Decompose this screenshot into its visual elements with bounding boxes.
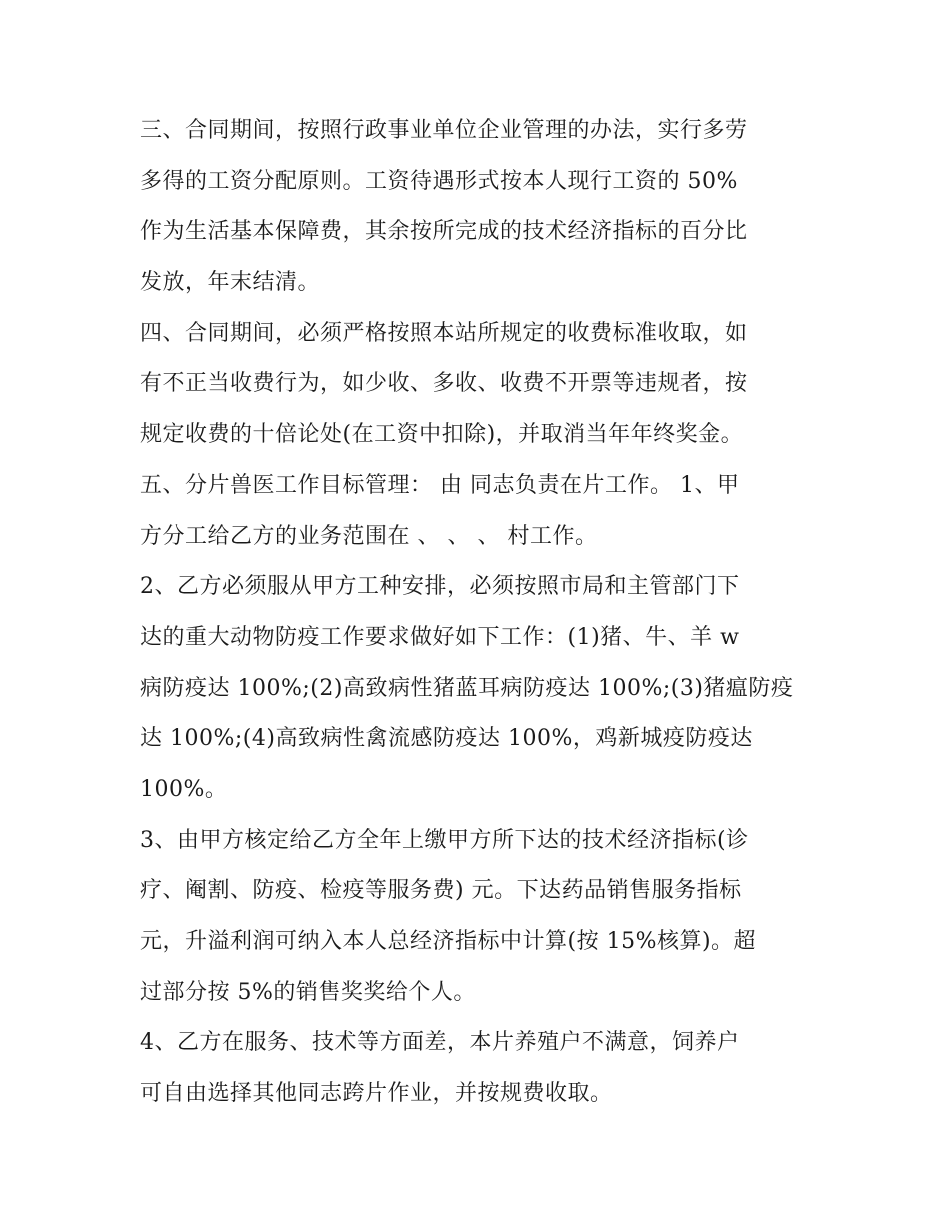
text-line: 4、乙方在服务、技术等方面差，本片养殖户不满意，饲养户 — [140, 1030, 740, 1056]
text-line: 作为生活基本保障费，其余按所完成的技术经济指标的百分比 — [140, 219, 748, 245]
text-line: 三、合同期间，按照行政事业单位企业管理的办法，实行多劳 — [140, 118, 748, 143]
paragraph-item-4-service — [140, 1018, 820, 1119]
text-line: 过部分按 5%的销售奖奖给个人。 — [140, 979, 476, 1005]
paragraph-4-fees — [140, 309, 820, 461]
text-line: 有不正当收费行为，如少收、多收、收费不开票等违规者，按 — [140, 371, 748, 397]
text-line: 元，升溢利润可纳入本人总经济指标中计算(按 15%核算)。超 — [140, 929, 757, 954]
text-line: 规定收费的十倍论处(在工资中扣除)，并取消当年年终奖金。 — [140, 422, 744, 448]
text-line: 3、由甲方核定给乙方全年上缴甲方所下达的技术经济指标(诊 — [140, 827, 749, 853]
text-line: 多得的工资分配原则。工资待遇形式按本人现行工资的 50% — [140, 168, 738, 194]
document-body — [140, 106, 820, 1120]
text-line: 疗、阉割、防疫、检疫等服务费) 元。下达药品销售服务指标 — [140, 878, 742, 904]
text-line: 100%。 — [140, 776, 228, 802]
text-line: 病防疫达 100%;(2)高致病性猪蓝耳病防疫达 100%;(3)猪瘟防疫 — [140, 675, 794, 701]
text-line: 方分工给乙方的业务范围在 、 、 、 村工作。 — [140, 523, 598, 549]
text-line: 达的重大动物防疫工作要求做好如下工作：(1)猪、牛、羊 w — [140, 624, 740, 650]
paragraph-3-salary — [140, 106, 820, 309]
text-line: 2、乙方必须服从甲方工种安排，必须按照市局和主管部门下 — [140, 574, 740, 600]
paragraph-item-2-epidemic — [140, 562, 820, 815]
text-line: 达 100%;(4)高致病性禽流感防疫达 100%，鸡新城疫防疫达 — [140, 726, 753, 752]
text-line: 可自由选择其他同志跨片作业，并按规费收取。 — [140, 1081, 613, 1107]
paragraph-5-management — [140, 461, 820, 562]
text-line: 四、合同期间，必须严格按照本站所规定的收费标准收取，如 — [140, 320, 748, 346]
paragraph-item-3-indicators — [140, 816, 820, 1019]
text-line: 发放，年末结清。 — [140, 270, 321, 296]
text-line: 五、分片兽医工作目标管理： 由 同志负责在片工作。 1、甲 — [140, 472, 740, 498]
